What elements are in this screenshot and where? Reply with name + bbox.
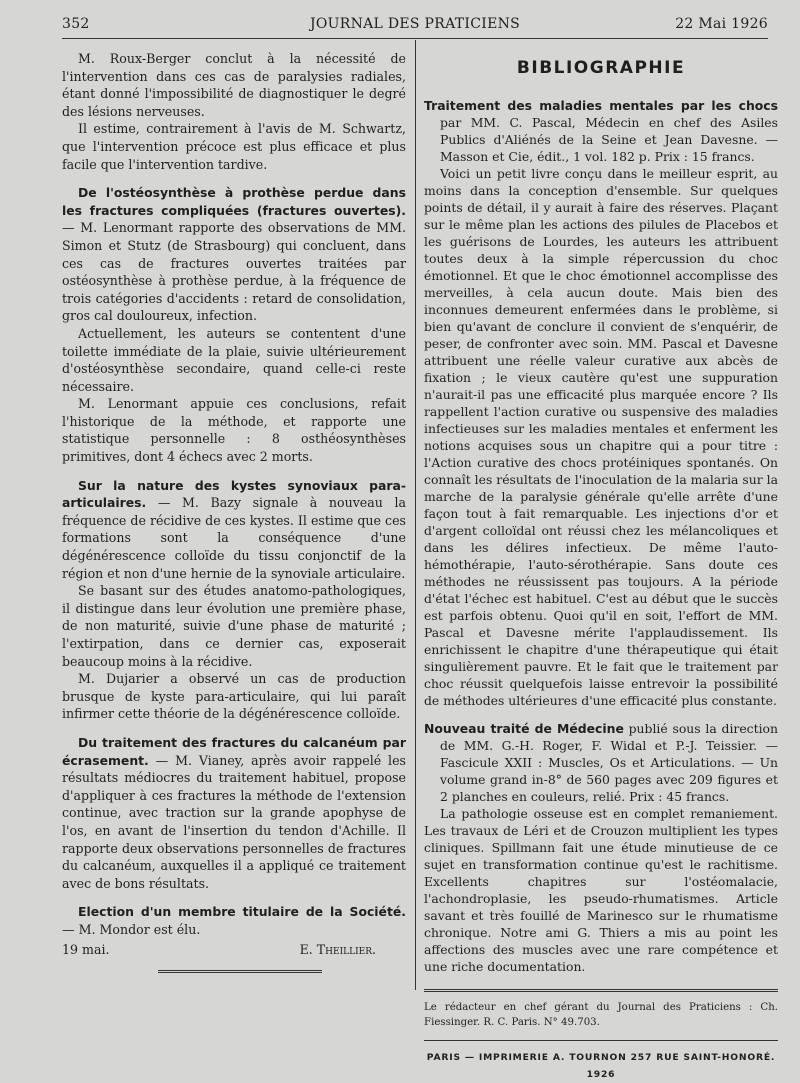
section-title: Election d'un membre titulaire de la Société.: [78, 904, 406, 920]
section-text: — M. Vianey, après avoir rappelé les résultats médiocres du traitement habituel, propose d'appliquer à ces fractures la méthode de l'extension continue, avec traction sur la grande apophyse de l'os, en avant de l'insertion du tendon d'Achille. Il rapporte deux observations personnelles de fractures du calcanéum, auxquelles il a appliqué ce traitement avec de bons résultats.: [62, 752, 406, 891]
book-entry-2: [424, 720, 778, 805]
paragraph: Actuellement, les auteurs se contentent d'une toilette immédiate de la plaie, suivie ultérieurement d'ostéosynthèse secondaire, quand celle-ci reste nécessaire.: [62, 325, 406, 394]
book-title: Traitement des maladies mentales par les chocs: [424, 98, 778, 113]
editor-note: Le rédacteur en chef gérant du Journal des Praticiens : Ch. Fiessinger. R. C. Paris. N° 49.703.: [424, 1002, 778, 1028]
paragraph: M. Dujarier a observé un cas de production brusque de kyste para-articulaire, qui lui paraît infirmer cette théorie de la dégénérescence colloïde.: [62, 671, 406, 722]
book-entry-1: [424, 97, 778, 165]
book-title: Nouveau traité de Médecine: [424, 721, 624, 736]
paragraph: M. Lenormant appuie ces conclusions, refait l'historique de la méthode, et rapporte une statistique personnelle : 8 osthéosynthèses primitives, dont 4 échecs avec 2 morts.: [62, 396, 406, 465]
end-rule: [158, 970, 322, 973]
book-review: Voici un petit livre conçu dans le meilleur esprit, au moins dans la conception d'ensemble. Sur quelques points de détail, il y aurait à faire des réserves. Plaçant sur le même plan les actions des pilules de Placebos et les guérisons de Lourdes, les auteurs les attribuent toutes deux à la simple répercussion du choc émotionnel. Et que le choc émotionnel accomplisse des merveilles, à cela aucun doute. Mais bien des inconnues demeurent enfermées dans le problème, si bien qu'avant de conclure il convient de s'enquérir, de peser, de confronter avec soin. MM. Pascal et Davesne attribuent une réelle valeur curative aux abcès de fixation ; le vieux cautère qu'est une suppuration n'aurait-il pas une efficacité plus marquée encore ? Ils rappellent l'action curative ou suspensive des maladies infectieuses sur les maladies mentales et enferment les notions acquises sous un chapitre qui a pour titre : l'Action curative des chocs protéiniques spontanés. On connaît les résultats de l'inoculation de la malaria sur la marche de la paralysie générale qu'elle arrête d'une façon tout à fait remarquable. Les injections d'or et d'argent colloïdal ont réussi chez les mélancoliques et dans les délires infectieux. De même l'auto-hémothérapie, l'auto-sérothérapie. Sans doute ces méthodes ne réussissent pas toujours. A la période d'état l'échec est habituel. C'est au début que le succès est parfois obtenu. Quoi qu'il en soit, l'effort de MM. Pascal et Davesne mérite l'applaudissement. Ils enrichissent le chapitre d'une thérapeutique qui était singulièrement pauvre. Et le fait que le traitement par choc réussit quelquefois laisse entrevoir la possibilité de méthodes ultérieures d'une efficacité plus constante.: [424, 166, 778, 708]
issue-date: 22 Mai 1926: [675, 16, 768, 32]
bibliography-heading: BIBLIOGRAPHIE: [516, 58, 686, 78]
book-reference: publié sous la direction de MM. G.-H. Roger, F. Widal et P.-J. Teissier. — Fascicule XXII : Muscles, Os et Articulations. — Un volume grand in-8° de 560 pages avec 209 figures et 2 planches en couleurs, relié. Prix : 45 francs.: [440, 721, 778, 804]
paragraph: Il estime, contrairement à l'avis de M. Schwartz, que l'intervention précoce est plus efficace et plus facile que l'intervention tardive.: [62, 121, 406, 172]
journal-title: JOURNAL DES PRATICIENS: [309, 16, 521, 32]
signature-date: 19 mai.: [62, 941, 110, 957]
printer-line: PARIS — IMPRIMERIE A. TOURNON 257 RUE SAINT-HONORÉ. 1926: [426, 1052, 776, 1080]
right-column: [424, 50, 778, 1083]
header-rule: [62, 38, 768, 39]
section-title: De l'ostéosynthèse à prothèse perdue dans les fractures compliquées (fractures ouvertes).: [62, 185, 406, 218]
section-calcaneum: [62, 734, 406, 892]
book-review: La pathologie osseuse est en complet remaniement. Les travaux de Léri et de Crouzon multiplient les types cliniques. Spillmann fait une étude minutieuse de ce sujet en transformation continue qu'est le rachitisme. Excellents chapitres sur l'ostéomalacie, l'achondroplasie, les pseudo-rhumatismes. Article savant et très fouillé de Marinesco sur le rhumatisme chronique. Notre ami G. Thiers a mis au point les affections des muscles avec une rare compétence et une riche documentation.: [424, 806, 778, 974]
footer-rule: [424, 989, 778, 992]
signature-name: E. Theillier.: [299, 941, 376, 957]
section-text: — M. Bazy signale à nouveau la fréquence de récidive de ces kystes. Il estime que ces formations sont la conséquence d'une dégénérescence colloïde du tissu conjonctif de la région et non d'une hernie de la synoviale articulaire.: [62, 495, 406, 581]
section-ostheosynthese: [62, 184, 406, 325]
section-text: — M. Mondor est élu.: [62, 921, 201, 937]
paragraph: M. Roux-Berger conclut à la nécessité de l'intervention dans ces cas de paralysies radiales, étant donné l'impossibilité de diagnostiquer le degré des lésions nerveuses.: [62, 51, 406, 119]
page-header: [62, 16, 768, 38]
section-election: [62, 903, 406, 938]
page-number: 352: [62, 16, 90, 32]
book-reference: par MM. C. Pascal, Médecin en chef des Asiles Publics d'Aliénés de la Seine et Jean Davesne. — Masson et Cie, édit., 1 vol. 182 p. Prix : 15 francs.: [440, 115, 778, 164]
paragraph: Se basant sur des études anatomo-pathologiques, il distingue dans leur évolution une première phase, de non maturité, suivie d'une phase de maturité ; l'extirpation, dans ce dernier cas, exposerait beaucoup moins à la récidive.: [62, 583, 406, 669]
signature-line: [62, 941, 406, 959]
column-divider: [415, 40, 416, 990]
left-column: [62, 50, 406, 973]
section-text: — M. Lenormant rapporte des observations de MM. Simon et Stutz (de Strasbourg) qui concluent, dans ces cas de fractures ouvertes traitées par ostéosynthèse à prothèse perdue, à la fréquence de trois catégories d'accidents : retard de consolidation, gros cal douloureux, infection.: [62, 220, 406, 324]
printer-rule: [424, 1040, 778, 1041]
section-title: Sur la nature des kystes synoviaux para-articulaires.: [62, 477, 406, 511]
section-kystes: [62, 477, 406, 583]
section-title: Du traitement des fractures du calcanéum par écrasement.: [62, 734, 406, 768]
